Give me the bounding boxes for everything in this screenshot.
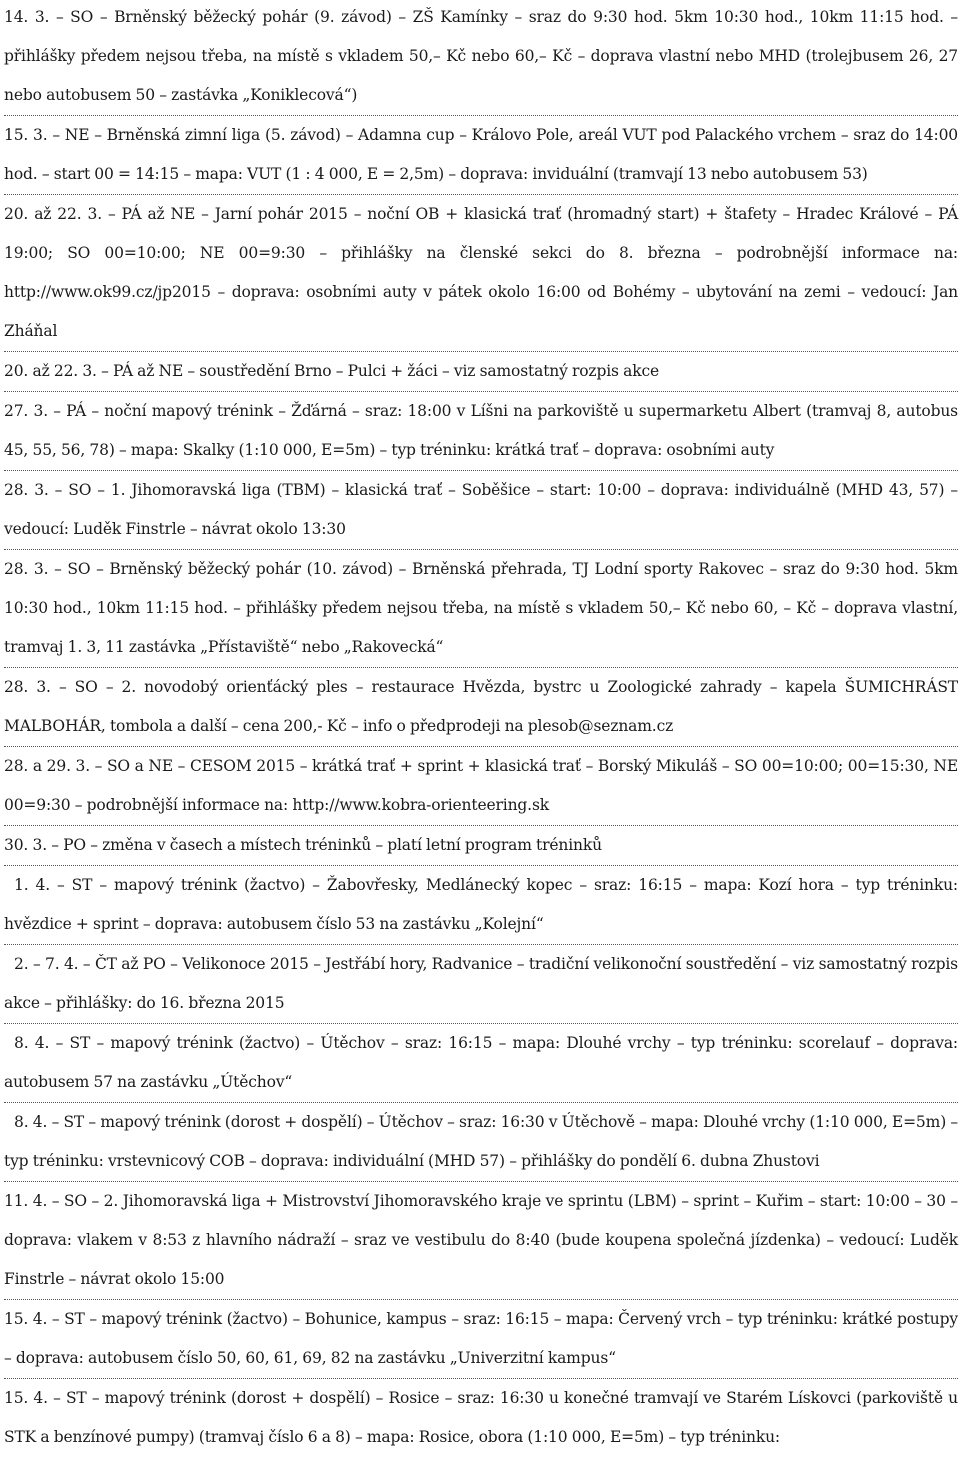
list-item: 20. až 22. 3. – PÁ až NE – soustředění Brno – Pulci + žáci – viz samostatný rozpis akce — [4, 352, 958, 392]
list-item: 28. a 29. 3. – SO a NE – CESOM 2015 – krátká trať + sprint + klasická trať – Borský Mikuláš – SO 00=10:00; 00=15:30, NE 00=9:30 – podrobnější informace na: http://www.kobra-orienteering.sk — [4, 747, 958, 826]
list-item: 20. až 22. 3. – PÁ až NE – Jarní pohár 2015 – noční OB + klasická trať (hromadný start) + štafety – Hradec Králové – PÁ 19:00; SO 00=10:00; NE 00=9:30 – přihlášky na členské sekci do 8. března – podrobnější informace na: http://www.ok99.cz/jp2015 – doprava: osobními auty v pátek okolo 16:00 od Bohémy – ubytování na zemi – vedoucí: Jan Zháňal — [4, 195, 958, 352]
list-item: 8. 4. – ST – mapový trénink (dorost + dospělí) – Útěchov – sraz: 16:30 v Útěchově – mapa: Dlouhé vrchy (1:10 000, E=5m) – typ tréninku: vrstevnicový COB – doprava: individuální (MHD 57) – přihlášky do pondělí 6. dubna Zhustovi — [4, 1103, 958, 1182]
list-item: 2. – 7. 4. – ČT až PO – Velikonoce 2015 – Jestřábí hory, Radvanice – tradiční velikonoční soustředění – viz samostatný rozpis akce – přihlášky: do 16. března 2015 — [4, 945, 958, 1024]
list-item: 15. 4. – ST – mapový trénink (žactvo) – Bohunice, kampus – sraz: 16:15 – mapa: Červený vrch – typ tréninku: krátké postupy – doprava: autobusem číslo 50, 60, 61, 69, 82 na zastávku „Univerzitní kampus“ — [4, 1300, 958, 1379]
list-item: 1. 4. – ST – mapový trénink (žactvo) – Žabovřesky, Medlánecký kopec – sraz: 16:15 – mapa: Kozí hora – typ tréninku: hvězdice + sprint – doprava: autobusem číslo 53 na zastávku „Kolejní“ — [4, 866, 958, 945]
list-item: 28. 3. – SO – 1. Jihomoravská liga (TBM) – klasická trať – Soběšice – start: 10:00 – doprava: individuálně (MHD 43, 57) – vedoucí: Luděk Finstrle – návrat okolo 13:30 — [4, 471, 958, 550]
list-item: 8. 4. – ST – mapový trénink (žactvo) – Útěchov – sraz: 16:15 – mapa: Dlouhé vrchy – typ tréninku: scorelauf – doprava: autobusem 57 na zastávku „Útěchov“ — [4, 1024, 958, 1103]
list-item: 11. 4. – SO – 2. Jihomoravská liga + Mistrovství Jihomoravského kraje ve sprintu (LBM) – sprint – Kuřim – start: 10:00 – 30 – doprava: vlakem v 8:53 z hlavního nádraží – sraz ve vestibulu do 8:40 (bude koupena společná jízdenka) – vedoucí: Luděk Finstrle – návrat okolo 15:00 — [4, 1182, 958, 1300]
list-item: 14. 3. – SO – Brněnský běžecký pohár (9. závod) – ZŠ Kamínky – sraz do 9:30 hod. 5km 10:30 hod., 10km 11:15 hod. – přihlášky předem nejsou třeba, na místě s vkladem 50,– Kč nebo 60,– Kč – doprava vlastní nebo MHD (trolejbusem 26, 27 nebo autobusem 50 – zastávka „Koniklecová“) — [4, 0, 958, 116]
event-schedule — [4, 0, 958, 1457]
list-item: 28. 3. – SO – Brněnský běžecký pohár (10. závod) – Brněnská přehrada, TJ Lodní sporty Rakovec – sraz do 9:30 hod. 5km 10:30 hod., 10km 11:15 hod. – přihlášky předem nejsou třeba, na místě s vkladem 50,– Kč nebo 60, – Kč – doprava vlastní, tramvaj 1. 3, 11 zastávka „Přístaviště“ nebo „Rakovecká“ — [4, 550, 958, 668]
list-item: 28. 3. – SO – 2. novodobý orienťácký ples – restaurace Hvězda, bystrc u Zoologické zahrady – kapela ŠUMICHRÁST MALBOHÁR, tombola a další – cena 200,- Kč – info o předprodeji na plesob@seznam.cz — [4, 668, 958, 747]
list-item: 30. 3. – PO – změna v časech a místech tréninků – platí letní program tréninků — [4, 826, 958, 866]
list-item: 15. 3. – NE – Brněnská zimní liga (5. závod) – Adamna cup – Královo Pole, areál VUT pod Palackého vrchem – sraz do 14:00 hod. – start 00 = 14:15 – mapa: VUT (1 : 4 000, E = 2,5m) – doprava: inviduální (tramvají 13 nebo autobusem 53) — [4, 116, 958, 195]
list-item: 27. 3. – PÁ – noční mapový trénink – Žďárná – sraz: 18:00 v Líšni na parkoviště u supermarketu Albert (tramvaj 8, autobus 45, 55, 56, 78) – mapa: Skalky (1:10 000, E=5m) – typ tréninku: krátká trať – doprava: osobními auty — [4, 392, 958, 471]
list-item: 15. 4. – ST – mapový trénink (dorost + dospělí) – Rosice – sraz: 16:30 u konečné tramvají ve Starém Lískovci (parkoviště u STK a benzínové pumpy) (tramvaj číslo 6 a 8) – mapa: Rosice, obora (1:10 000, E=5m) – typ tréninku: — [4, 1389, 958, 1446]
